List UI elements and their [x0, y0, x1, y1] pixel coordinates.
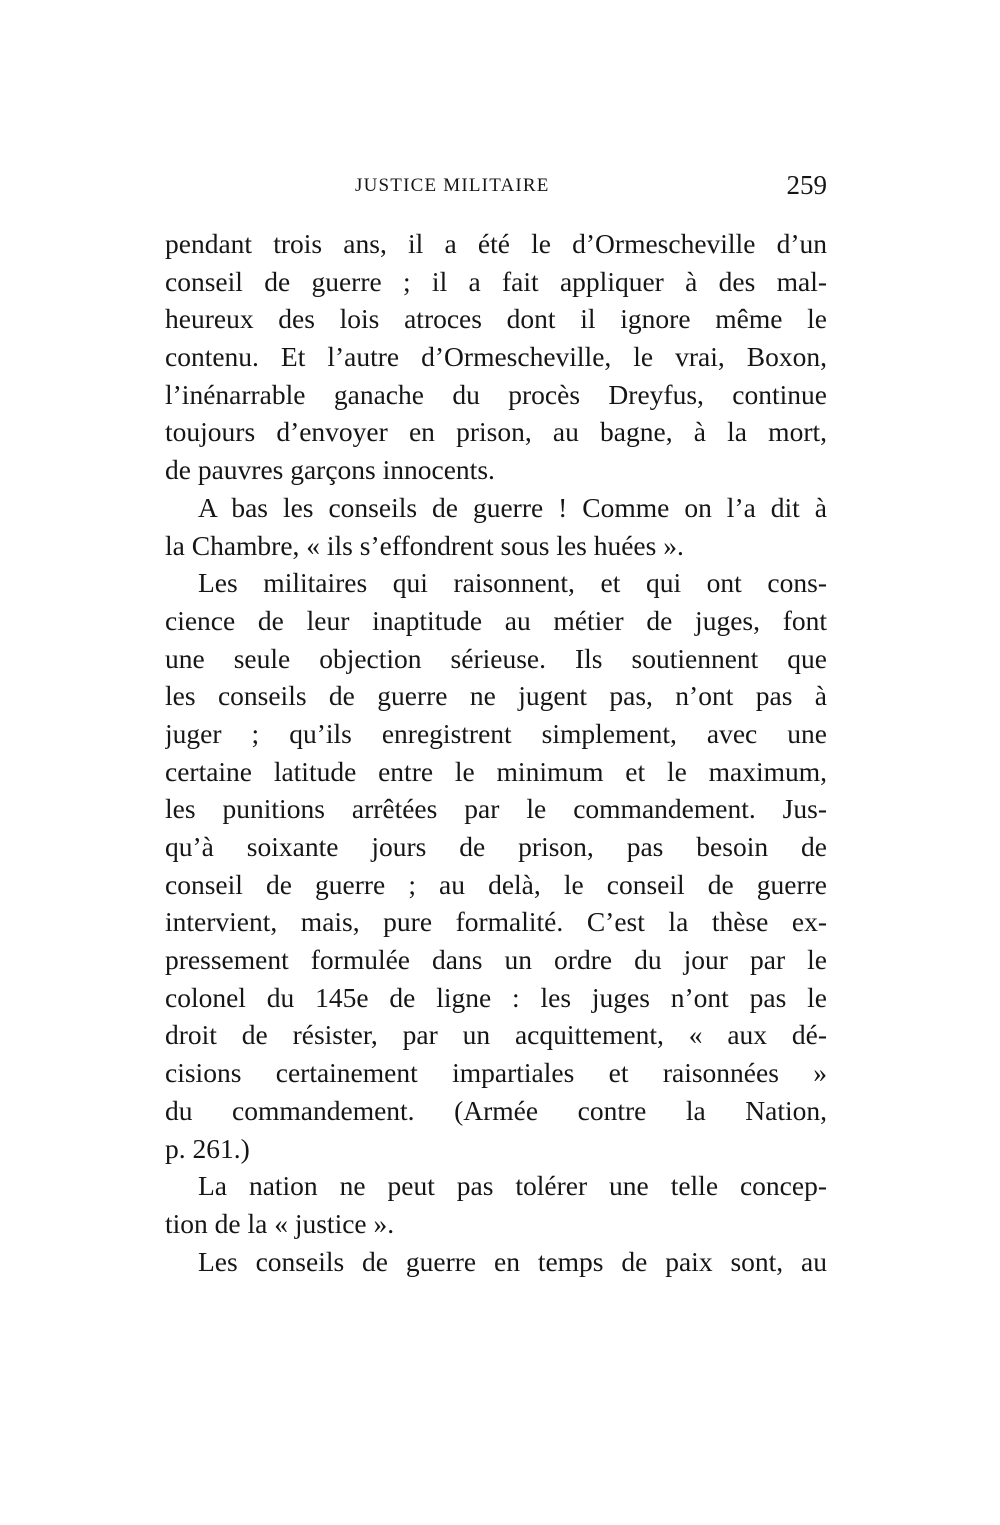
text-line: les conseils de guerre ne jugent pas, n’ont pas à	[165, 680, 827, 712]
text-line: une seule objection sérieuse. Ils soutiennent que	[165, 642, 827, 674]
text-line: certaine latitude entre le minimum et le maximum,	[165, 755, 827, 787]
text-line: l’inénarrable ganache du procès Dreyfus, continue	[165, 378, 827, 410]
text-line: cience de leur inaptitude au métier de juges, font	[165, 604, 827, 636]
running-title: JUSTICE MILITAIRE	[355, 175, 550, 196]
text-line: pendant trois ans, il a été le d’Ormescheville d’un	[165, 228, 827, 259]
text-line: juger ; qu’ils enregistrent simplement, avec une	[165, 717, 827, 749]
running-head	[165, 172, 827, 206]
text-line: heureux des lois atroces dont il ignore même le	[165, 303, 827, 335]
text-line: p. 261.)	[165, 1132, 250, 1164]
paragraph-start-line: A bas les conseils de guerre ! Comme on l’a dit à	[198, 491, 827, 523]
text-line: conseil de guerre ; il a fait appliquer à des mal-	[165, 265, 827, 297]
paragraph-start-line: Les militaires qui raisonnent, et qui ont cons-	[198, 567, 827, 599]
text-line: toujours d’envoyer en prison, au bagne, à la mort,	[165, 416, 827, 448]
paragraph-start-line: La nation ne peut pas tolérer une telle concep-	[198, 1170, 827, 1202]
text-line: contenu. Et l’autre d’Ormescheville, le vrai, Boxon,	[165, 341, 827, 373]
text-line: tion de la « justice ».	[165, 1207, 395, 1239]
text-line: les punitions arrêtées par le commandement. Jus-	[165, 793, 827, 825]
text-line: intervient, mais, pure formalité. C’est la thèse ex-	[165, 906, 827, 938]
text-line: cisions certainement impartiales et raisonnées »	[165, 1057, 827, 1089]
page-number: 259	[786, 170, 827, 200]
text-line: qu’à soixante jours de prison, pas besoin de	[165, 831, 827, 862]
body-text	[165, 225, 827, 1280]
text-line: colonel du 145e de ligne : les juges n’ont pas le	[165, 981, 827, 1013]
text-line: pressement formulée dans un ordre du jour par le	[165, 944, 827, 976]
text-line: conseil de guerre ; au delà, le conseil de guerre	[165, 868, 827, 900]
text-line: la Chambre, « ils s’effondrent sous les huées ».	[165, 529, 684, 561]
paragraph-start-line: Les conseils de guerre en temps de paix sont, au	[198, 1245, 827, 1277]
text-line: droit de résister, par un acquittement, « aux dé-	[165, 1019, 827, 1051]
text-line: de pauvres garçons innocents.	[165, 454, 495, 486]
text-line: du commandement. (Armée contre la Nation,	[165, 1094, 827, 1126]
